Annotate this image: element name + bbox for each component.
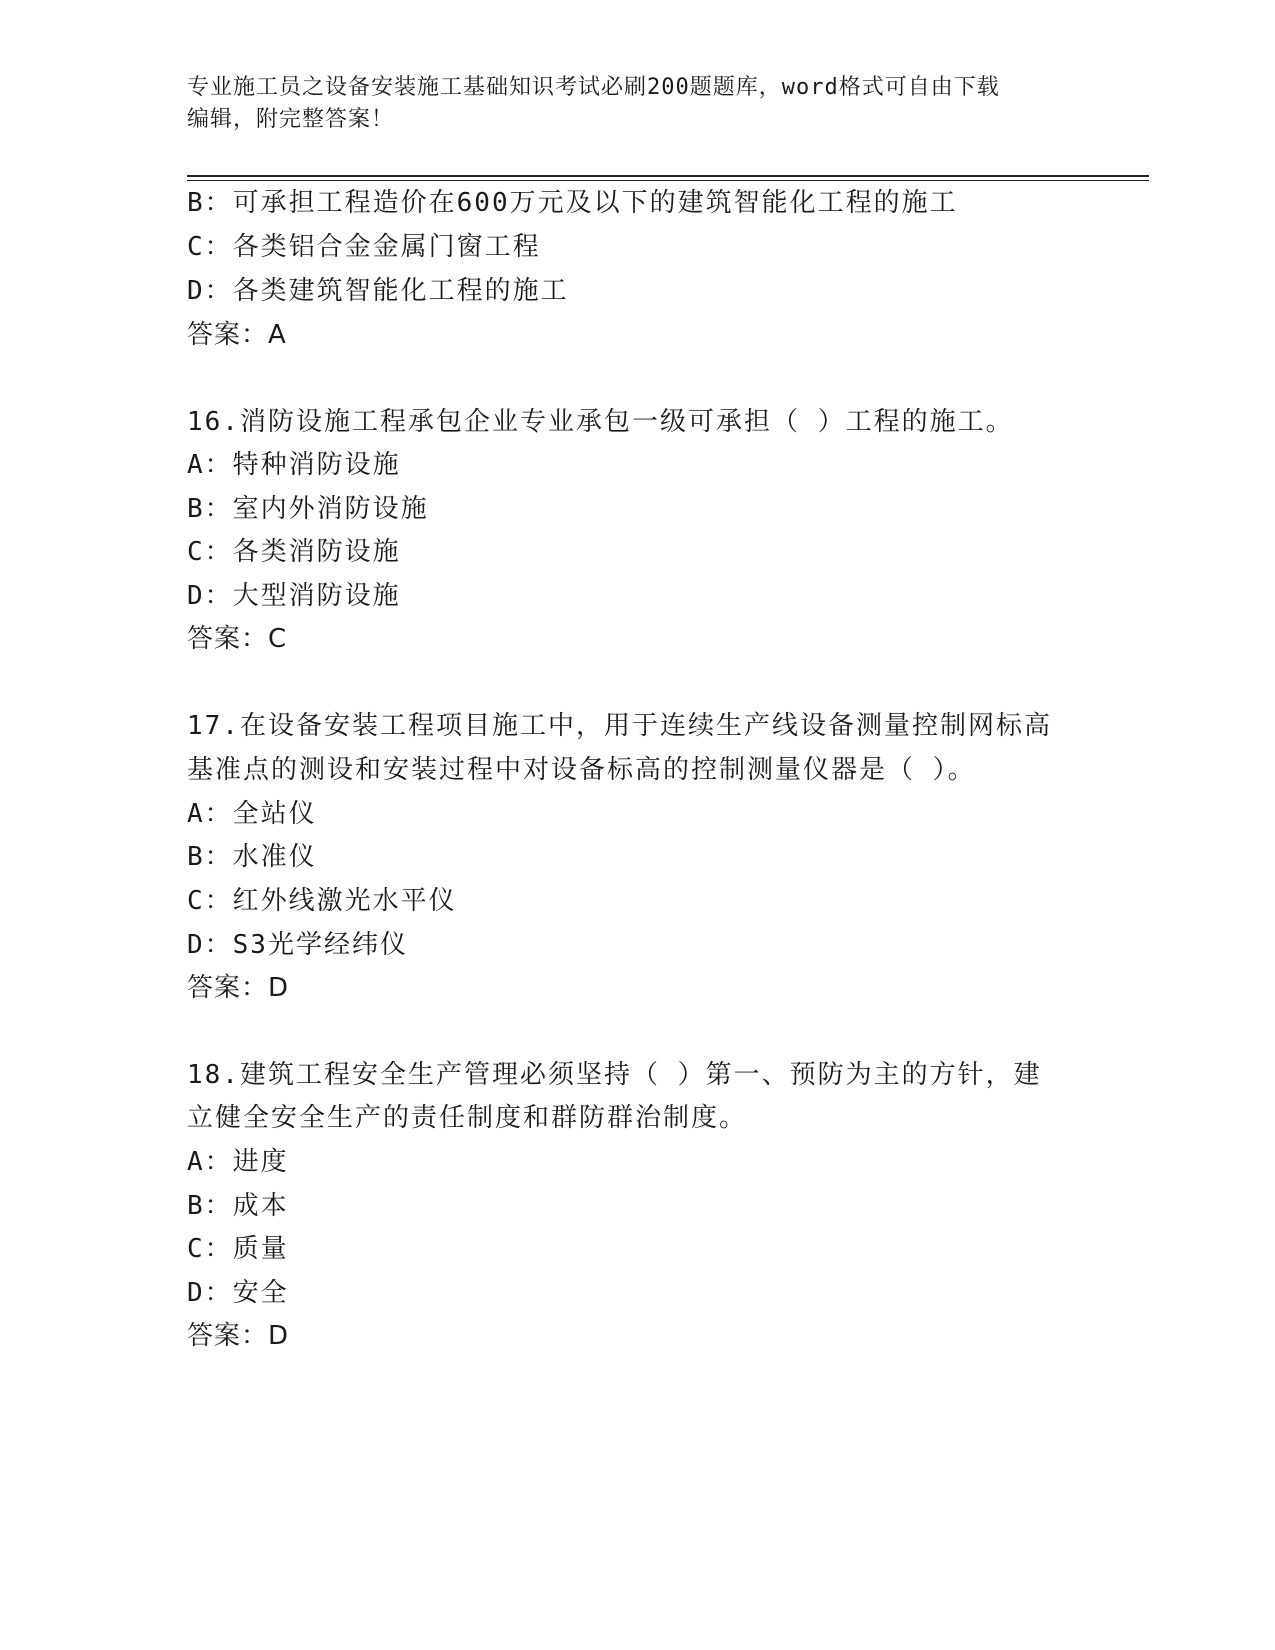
q15-answer: 答案：A	[187, 320, 287, 350]
header-divider-thin	[187, 180, 1149, 181]
header-line-2: 编辑，附完整答案！	[187, 107, 395, 132]
q16-answer: 答案：C	[187, 624, 288, 654]
q17-stem-line-1: 17.在设备安装工程项目施工中，用于连续生产线设备测量控制网标高	[187, 711, 1052, 741]
q18-option-a: A：进度	[187, 1147, 289, 1177]
q16-option-c: C：各类消防设施	[187, 537, 401, 567]
q15-option-b: B：可承担工程造价在600万元及以下的建筑智能化工程的施工	[187, 188, 958, 218]
q18-option-c: C：质量	[187, 1234, 289, 1264]
header-line-1: 专业施工员之设备安装施工基础知识考试必刷200题题库，word格式可自由下载	[187, 75, 1000, 100]
q18-stem-line-2: 立健全安全生产的责任制度和群防群治制度。	[187, 1103, 748, 1133]
q15-option-c: C：各类铝合金金属门窗工程	[187, 232, 541, 262]
q17-option-d: D：S3光学经纬仪	[187, 930, 408, 960]
q15-option-d: D：各类建筑智能化工程的施工	[187, 276, 569, 306]
q16-option-a: A：特种消防设施	[187, 450, 401, 480]
q18-option-d: D：安全	[187, 1278, 289, 1308]
q17-option-a: A：全站仪	[187, 799, 317, 829]
q18-stem-line-1: 18.建筑工程安全生产管理必须坚持（ ）第一、预防为主的方针，建	[187, 1060, 1042, 1090]
q16-stem: 16.消防设施工程承包企业专业承包一级可承担（ ）工程的施工。	[187, 407, 1014, 437]
q17-stem-line-2: 基准点的测设和安装过程中对设备标高的控制测量仪器是（ ）。	[187, 755, 976, 785]
q17-option-b: B：水准仪	[187, 842, 317, 872]
q17-option-c: C：红外线激光水平仪	[187, 886, 457, 916]
q17-answer: 答案：D	[187, 973, 290, 1003]
header-divider-thick	[187, 175, 1149, 177]
q18-answer: 答案：D	[187, 1321, 290, 1351]
q18-option-b: B：成本	[187, 1191, 289, 1221]
q16-option-b: B：室内外消防设施	[187, 494, 429, 524]
q16-option-d: D：大型消防设施	[187, 581, 401, 611]
document-header	[187, 72, 1067, 136]
